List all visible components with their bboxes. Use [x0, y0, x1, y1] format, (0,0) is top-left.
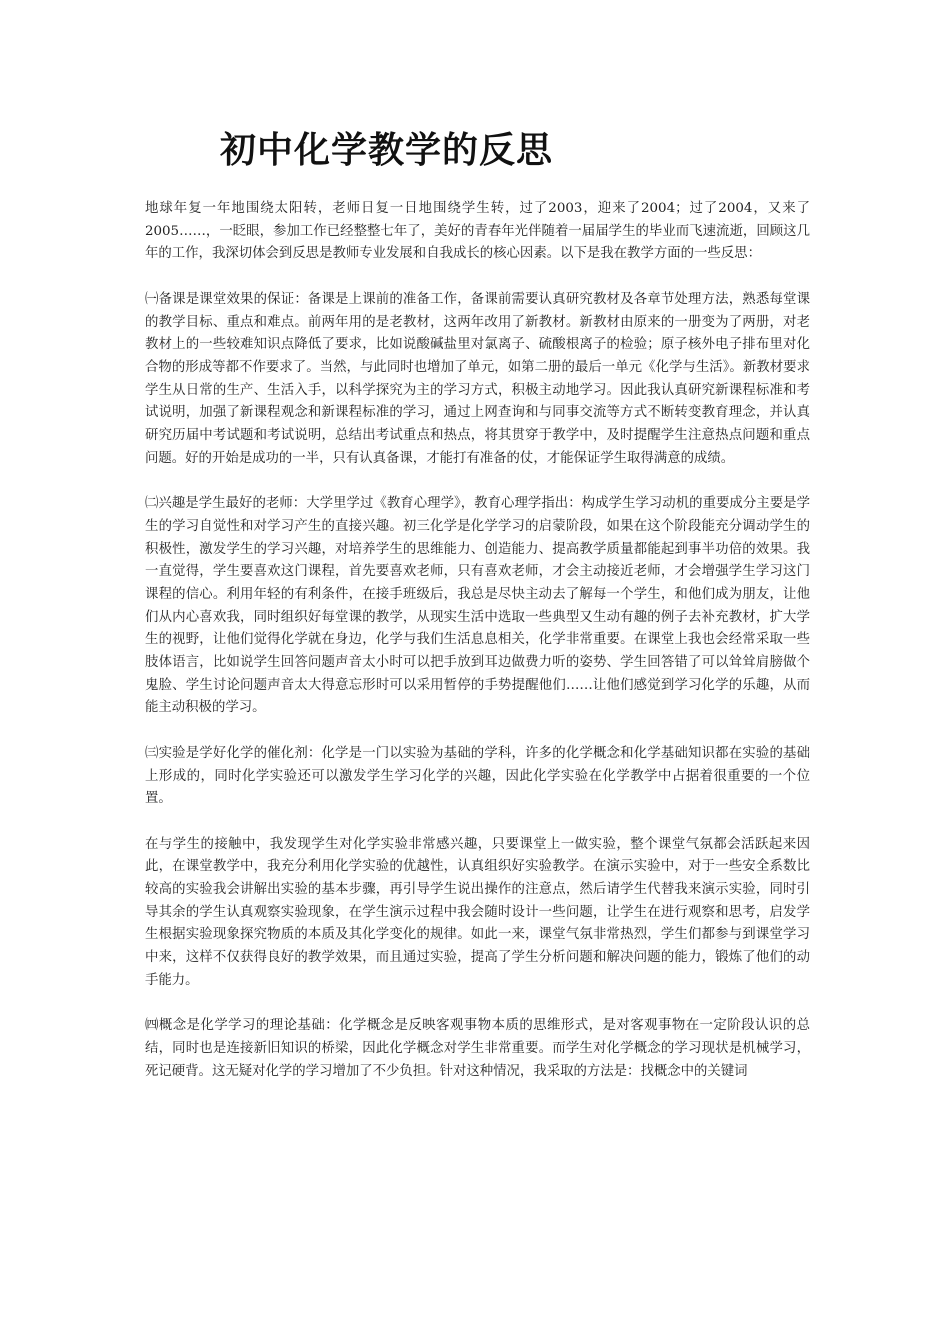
paragraph-intro: 地球年复一年地围绕太阳转，老师日复一日地围绕学生转，过了2003，迎来了2004；过了2004，又来了2005……，一眨眼，参加工作已经整整七年了，美好的青春年光伴随着一届届学生的毕业而飞速流逝，回顾这几年的工作，我深切体会到反思是教师专业发展和自我成长的核心因素。以下是我在教学方面的一些反思：	[145, 201, 810, 262]
document-body	[145, 198, 810, 1106]
paragraph-section-3-cont: 在与学生的接触中，我发现学生对化学实验非常感兴趣，只要课堂上一做实验，整个课堂气氛都会活跃起来因此，在课堂教学中，我充分利用化学实验的优越性，认真组织好实验教学。在演示实验中，对于一些安全系数比较高的实验我会讲解出实验的基本步骤，再引导学生说出操作的注意点，然后请学生代替我来演示实验，同时引导其余的学生认真观察实验现象，在学生演示过程中我会随时设计一些问题，让学生在进行观察和思考，启发学生根据实验现象探究物质的本质及其化学变化的规律。如此一来，课堂气氛非常热烈，学生们都参与到课堂学习中来，这样不仅获得良好的教学效果，而且通过实验，提高了学生分析问题和解决问题的能力，锻炼了他们的动手能力。	[145, 836, 810, 988]
document-title: 初中化学教学的反思	[220, 129, 554, 171]
paragraph-section-4: ㈣概念是化学学习的理论基础：化学概念是反映客观事物本质的思维形式，是对客观事物在一定阶段认识的总结，同时也是连接新旧知识的桥梁，因此化学概念对学生非常重要。而学生对化学概念的学习现状是机械学习，死记硬背。这无疑对化学的学习增加了不少负担。针对这种情况，我采取的方法是：找概念中的关键词	[145, 1018, 810, 1079]
paragraph-section-1: ㈠备课是课堂效果的保证：备课是上课前的准备工作，备课前需要认真研究教材及各章节处理方法，熟悉每堂课的教学目标、重点和难点。前两年用的是老教材，这两年改用了新教材。新教材由原来的一册变为了两册，对老教材上的一些较难知识点降低了要求，比如说酸碱盐里对氯离子、硫酸根离子的检验；原子核外电子排布里对化合物的形成等都不作要求了。当然，与此同时也增加了单元，如第二册的最后一单元《化学与生活》。新教材要求学生从日常的生产、生活入手，以科学探究为主的学习方式，积极主动地学习。因此我认真研究新课程标准和考试说明，加强了新课程观念和新课程标准的学习，通过上网查询和与同事交流等方式不断转变教育理念，并认真研究历届中考试题和考试说明，总结出考试重点和热点，将其贯穿于教学中，及时提醒学生注意热点问题和重点问题。好的开始是成功的一半，只有认真备课，才能打有准备的仗，才能保证学生取得满意的成绩。	[145, 291, 810, 466]
paragraph-section-3: ㈢实验是学好化学的催化剂：化学是一门以实验为基础的学科，许多的化学概念和化学基础知识都在实验的基础上形成的，同时化学实验还可以激发学生学习化学的兴趣，因此化学实验在化学教学中占据着很重要的一个位置。	[145, 745, 810, 807]
paragraph-section-2: ㈡兴趣是学生最好的老师：大学里学过《教育心理学》，教育心理学指出：构成学生学习动机的重要成分主要是学生的学习自觉性和对学习产生的直接兴趣。初三化学是化学学习的启蒙阶段，如果在这个阶段能充分调动学生的积极性，激发学生的学习兴趣，对培养学生的思维能力、创造能力、提高教学质量都能起到事半功倍的效果。我一直觉得，学生要喜欢这门课程，首先要喜欢老师，只有喜欢老师，才会主动接近老师，才会增强学生学习这门课程的信心。利用年轻的有利条件，在接手班级后，我总是尽快主动去了解每一个学生，和他们成为朋友，让他们从内心喜欢我，同时组织好每堂课的教学，从现实生活中选取一些典型又生动有趣的例子去补充教材，扩大学生的视野，让他们觉得化学就在身边，化学与我们生活息息相关，化学非常重要。在课堂上我也会经常采取一些肢体语言，比如说学生回答问题声音太小时可以把手放到耳边做费力听的姿势、学生回答错了可以耸耸肩膀做个鬼脸、学生讨论问题声音太大得意忘形时可以采用暂停的手势提醒他们……让他们感觉到学习化学的乐趣，从而能主动积极的学习。	[145, 496, 810, 716]
